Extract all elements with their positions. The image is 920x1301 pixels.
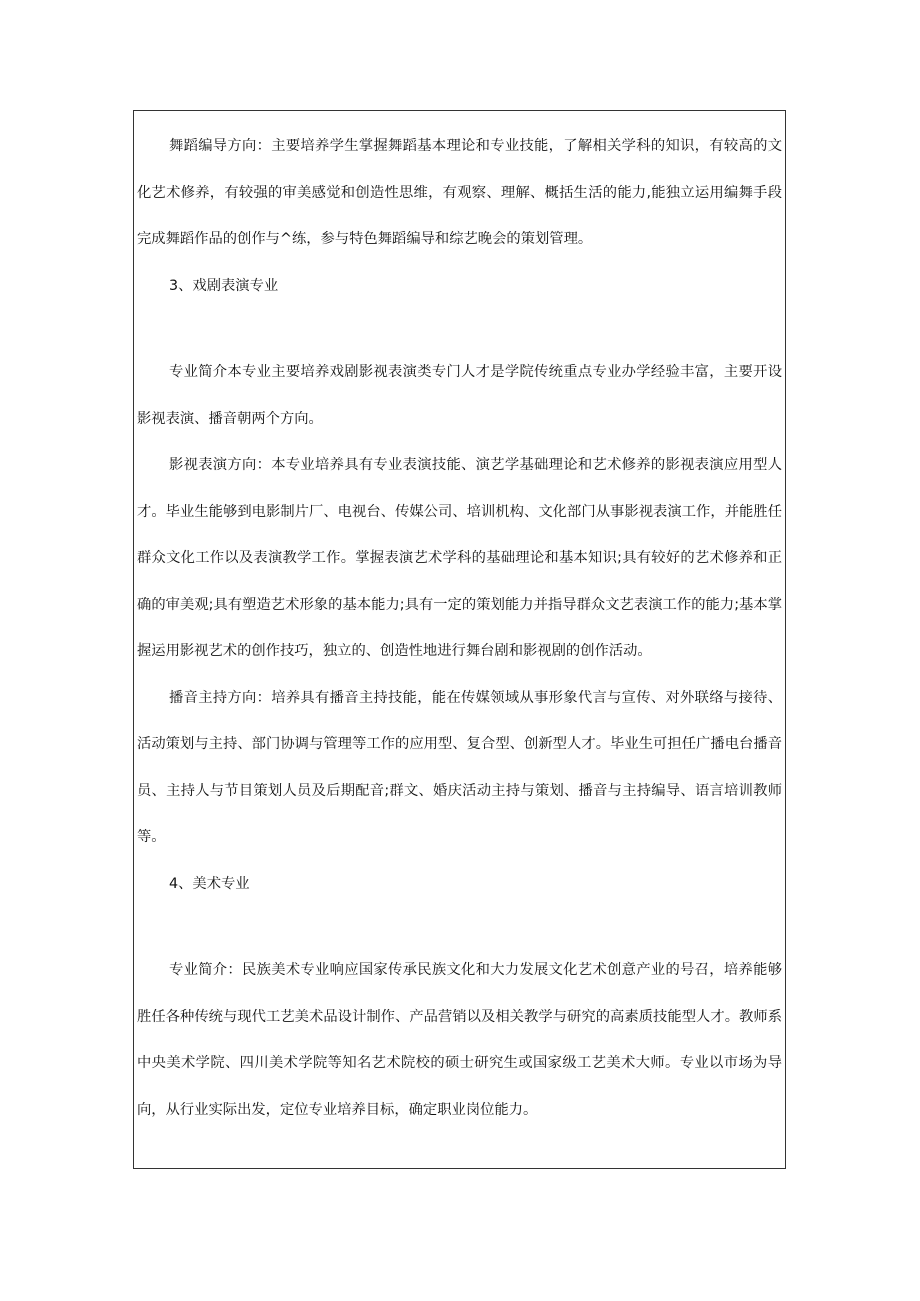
paragraph-drama-intro: 专业简介本专业主要培养戏剧影视表演类专门人才是学院传统重点专业办学经验丰富，主要开设影视表演、播音朝两个方向。 xyxy=(137,364,782,427)
document-frame xyxy=(133,110,786,1169)
paragraph-dance-direction: 舞蹈编导方向：主要培养学生掌握舞蹈基本理论和专业技能，了解相关学科的知识，有较高的文化艺术修养，有较强的审美感觉和创造性思维，有观察、理解、概括生活的能力,能独立运用编舞手段完成舞蹈作品的创作与^练，参与特色舞蹈编导和综艺晚会的策划管理。 xyxy=(137,138,782,247)
spacer xyxy=(137,907,782,947)
paragraph-film-acting: 影视表演方向：本专业培养具有专业表演技能、演艺学基础理论和艺术修养的影视表演应用型人才。毕业生能够到电影制片厂、电视台、传媒公司、培训机构、文化部门从事影视表演工作，并能胜任群众文化工作以及表演教学工作。掌握表演艺术学科的基础理论和基本知识;具有较好的艺术修养和正确的审美观;具有塑造艺术形象的基本能力;具有一定的策划能力并指导群众文艺表演工作的能力;基本掌握运用影视艺术的创作技巧，独立的、创造性地进行舞台剧和影视剧的创作活动。 xyxy=(137,457,782,659)
paragraph-art-intro: 专业简介：民族美术专业响应国家传承民族文化和大力发展文化艺术创意产业的号召，培养能够胜任各种传统与现代工艺美术品设计制作、产品营销以及相关教学与研究的高素质技能型人才。教师系中央美术学院、四川美术学院等知名艺术院校的硕士研究生或国家级工艺美术大师。专业以市场为导向，从行业实际出发，定位专业培养目标，确定职业岗位能力。 xyxy=(137,962,782,1118)
section-heading-art: 4、美术专业 xyxy=(169,875,250,892)
paragraph-broadcast-hosting: 播音主持方向：培养具有播音主持技能，能在传媒领域从事形象代言与宣传、对外联络与接待、活动策划与主持、部门协调与管理等工作的应用型、复合型、创新型人才。毕业生可担任广播电台播音员、主持人与节目策划人员及后期配音;群文、婚庆活动主持与策划、播音与主持编导、语言培训教师等。 xyxy=(137,689,782,845)
section-heading-drama: 3、戏剧表演专业 xyxy=(169,277,279,294)
spacer xyxy=(137,309,782,349)
